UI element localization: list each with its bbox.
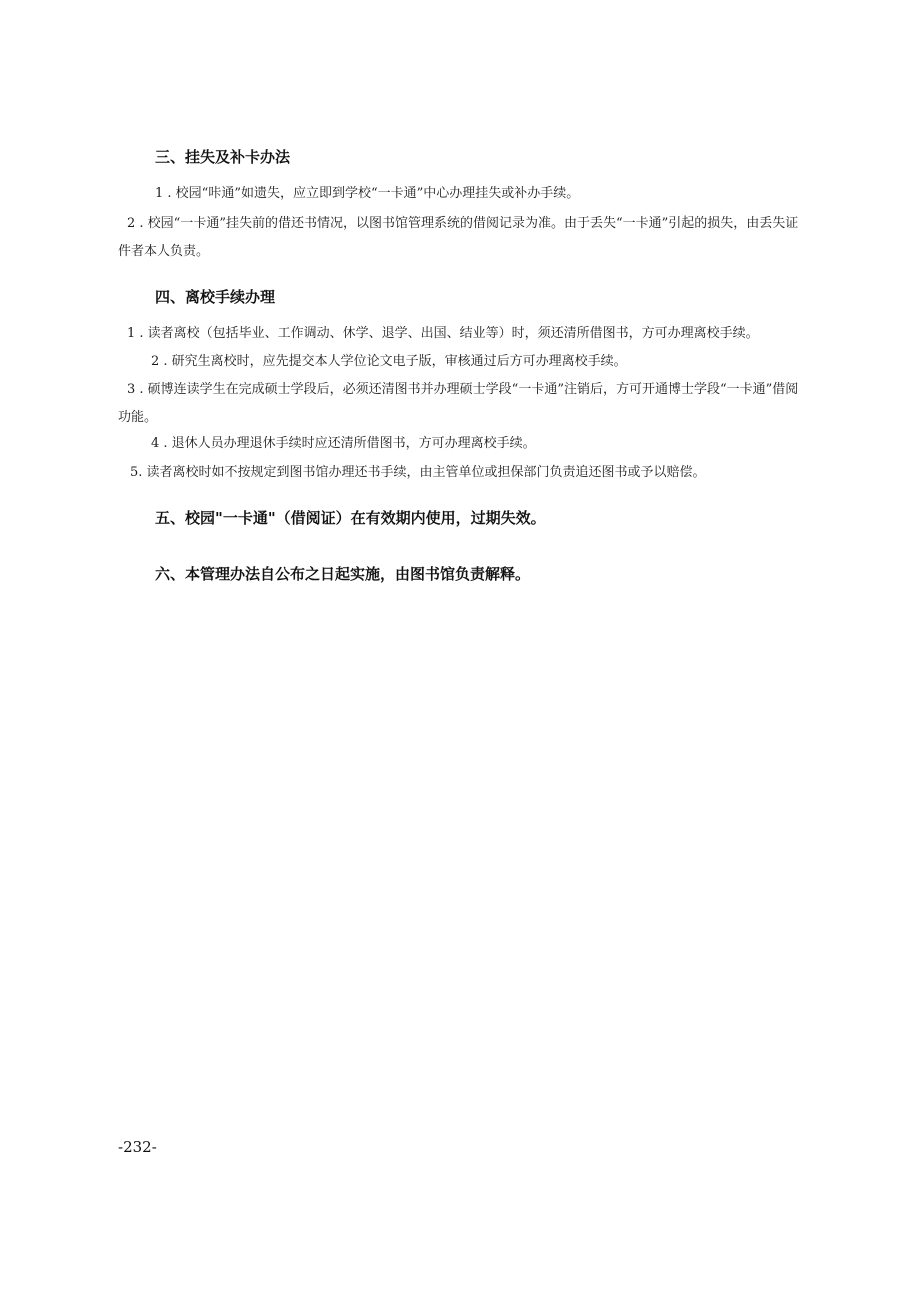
- section-heading-5: 五、校园"一卡通"（借阅证）在有效期内使用，过期失效。: [155, 509, 546, 527]
- paragraph-4-3: 3 . 硕博连读学生在完成硕士学段后，必须还清图书并办理硕士学段“一卡通”注销后，方可开通博士学段“一卡通”借阅功能。: [118, 382, 799, 425]
- page-number: -232-: [118, 1138, 157, 1156]
- paragraph-4-5: 5. 读者离校时如不按规定到图书馆办理还书手续，由主管单位或担保部门负责追还图书或予以赔偿。: [130, 465, 706, 480]
- section-heading-4: 四、离校手续办理: [155, 288, 276, 306]
- paragraph-3-2: 2 . 校园“一卡通”挂失前的借还书情况，以图书馆管理系统的借阅记录为准。由于丢失“一卡通”引起的损失，由丢失证件者本人负责。: [118, 216, 799, 259]
- section-heading-3: 三、挂失及补卡办法: [155, 148, 291, 166]
- paragraph-4-1: 1 . 读者离校（包括毕业、工作调动、休学、退学、出国、结业等）时，须还清所借图书，方可办理离校手续。: [127, 326, 759, 341]
- paragraph-3-1: 1 . 校园“咔通”如遗失，应立即到学校“一卡通”中心办理挂失或补办手续。: [155, 186, 580, 201]
- section-heading-6: 六、本管理办法自公布之日起实施，由图书馆负责解释。: [155, 565, 531, 583]
- paragraph-4-4: 4 . 退休人员办理退休手续时应还清所借图书，方可办理离校手续。: [151, 436, 536, 451]
- paragraph-4-2: 2 . 研究生离校时，应先提交本人学位论文电子版，审核通过后方可办理离校手续。: [151, 354, 627, 369]
